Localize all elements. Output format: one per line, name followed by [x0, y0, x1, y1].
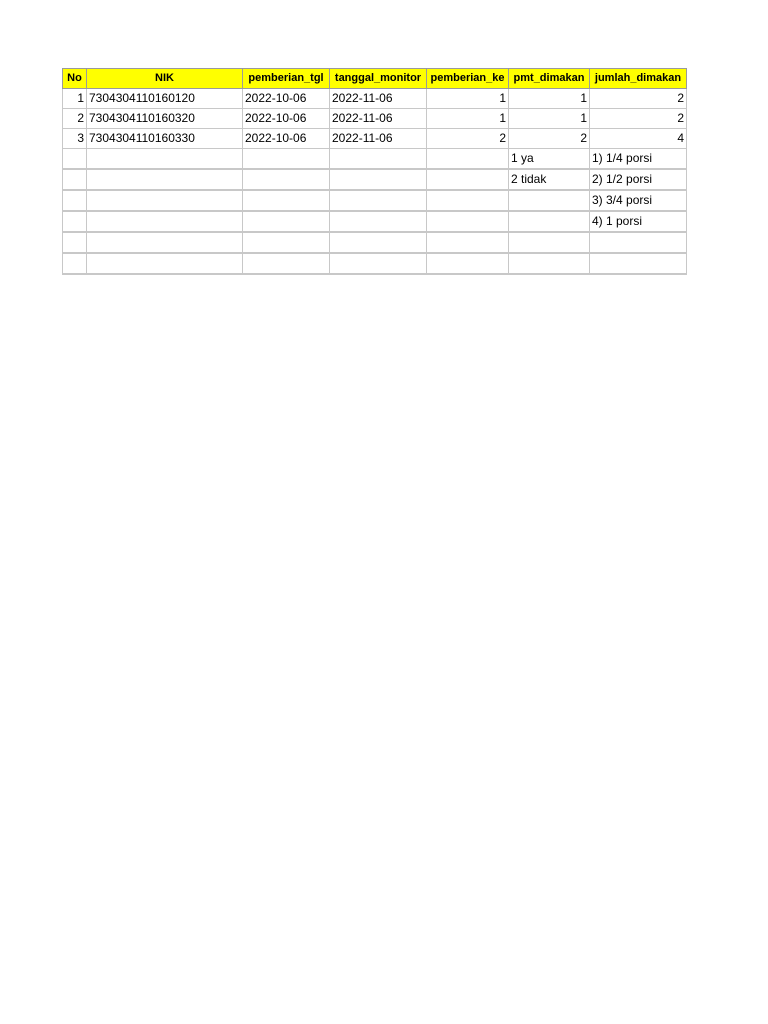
cell-pemberian-ke[interactable]: 2 [427, 129, 509, 149]
cell-pemberian-tgl[interactable]: 2022-10-06 [243, 129, 330, 149]
empty-cell[interactable] [87, 169, 243, 190]
empty-cell[interactable] [243, 232, 330, 253]
header-no[interactable]: No [63, 69, 87, 89]
cell-jumlah-dimakan[interactable]: 4 [590, 129, 687, 149]
legend-pmt-ya[interactable]: 1 ya [509, 149, 590, 170]
header-jumlah-dimakan[interactable]: jumlah_dimakan [590, 69, 687, 89]
header-pemberian-tgl[interactable]: pemberian_tgl [243, 69, 330, 89]
empty-cell[interactable] [330, 211, 427, 232]
empty-cell[interactable] [330, 253, 427, 274]
cell-tanggal-monitor[interactable]: 2022-11-06 [330, 109, 427, 129]
cell-no[interactable]: 1 [63, 89, 87, 109]
cell-pmt-dimakan[interactable]: 1 [509, 109, 590, 129]
empty-cell[interactable] [63, 253, 87, 274]
empty-cell[interactable] [509, 232, 590, 253]
cell-pemberian-tgl[interactable]: 2022-10-06 [243, 109, 330, 129]
empty-cell[interactable] [427, 149, 509, 170]
empty-cell[interactable] [243, 253, 330, 274]
empty-cell[interactable] [87, 232, 243, 253]
empty-cell[interactable] [87, 149, 243, 170]
empty-cell[interactable] [63, 149, 87, 170]
empty-cell[interactable] [87, 211, 243, 232]
cell-nik[interactable]: 7304304110160330 [87, 129, 243, 149]
empty-cell[interactable] [427, 253, 509, 274]
cell-jumlah-dimakan[interactable]: 2 [590, 109, 687, 129]
header-tanggal-monitor[interactable]: tanggal_monitor [330, 69, 427, 89]
table-row [63, 169, 687, 190]
empty-cell[interactable] [509, 211, 590, 232]
legend-jumlah-three-quarter[interactable]: 3) 3/4 porsi [590, 190, 687, 211]
empty-cell[interactable] [427, 211, 509, 232]
spreadsheet-table [62, 68, 687, 275]
cell-pemberian-ke[interactable]: 1 [427, 89, 509, 109]
header-nik[interactable]: NIK [87, 69, 243, 89]
cell-pemberian-tgl[interactable]: 2022-10-06 [243, 89, 330, 109]
cell-nik[interactable]: 7304304110160120 [87, 89, 243, 109]
empty-cell[interactable] [87, 253, 243, 274]
table-row [63, 109, 687, 129]
empty-cell[interactable] [63, 169, 87, 190]
empty-cell[interactable] [243, 149, 330, 170]
table-row [63, 89, 687, 109]
header-pemberian-ke[interactable]: pemberian_ke [427, 69, 509, 89]
header-pmt-dimakan[interactable]: pmt_dimakan [509, 69, 590, 89]
empty-cell[interactable] [427, 169, 509, 190]
table-row [63, 211, 687, 232]
empty-cell[interactable] [509, 190, 590, 211]
empty-cell[interactable] [63, 211, 87, 232]
cell-pemberian-ke[interactable]: 1 [427, 109, 509, 129]
cell-nik[interactable]: 7304304110160320 [87, 109, 243, 129]
empty-cell[interactable] [427, 190, 509, 211]
legend-pmt-tidak[interactable]: 2 tidak [509, 169, 590, 190]
empty-cell[interactable] [243, 169, 330, 190]
empty-cell[interactable] [330, 232, 427, 253]
header-row [63, 69, 687, 89]
cell-pmt-dimakan[interactable]: 1 [509, 89, 590, 109]
table-row [63, 149, 687, 170]
empty-cell[interactable] [330, 190, 427, 211]
table-row [63, 190, 687, 211]
cell-tanggal-monitor[interactable]: 2022-11-06 [330, 89, 427, 109]
empty-cell[interactable] [243, 190, 330, 211]
cell-no[interactable]: 3 [63, 129, 87, 149]
cell-no[interactable]: 2 [63, 109, 87, 129]
legend-jumlah-half[interactable]: 2) 1/2 porsi [590, 169, 687, 190]
empty-cell[interactable] [330, 169, 427, 190]
legend-jumlah-full[interactable]: 4) 1 porsi [590, 211, 687, 232]
empty-cell[interactable] [63, 190, 87, 211]
cell-jumlah-dimakan[interactable]: 2 [590, 89, 687, 109]
cell-pmt-dimakan[interactable]: 2 [509, 129, 590, 149]
legend-jumlah-quarter[interactable]: 1) 1/4 porsi [590, 149, 687, 170]
table-row [63, 253, 687, 274]
empty-cell[interactable] [243, 211, 330, 232]
empty-cell[interactable] [427, 232, 509, 253]
empty-cell[interactable] [63, 232, 87, 253]
empty-cell[interactable] [87, 190, 243, 211]
empty-cell[interactable] [590, 232, 687, 253]
cell-tanggal-monitor[interactable]: 2022-11-06 [330, 129, 427, 149]
empty-cell[interactable] [330, 149, 427, 170]
empty-cell[interactable] [509, 253, 590, 274]
table-row [63, 129, 687, 149]
empty-cell[interactable] [590, 253, 687, 274]
table-row [63, 232, 687, 253]
